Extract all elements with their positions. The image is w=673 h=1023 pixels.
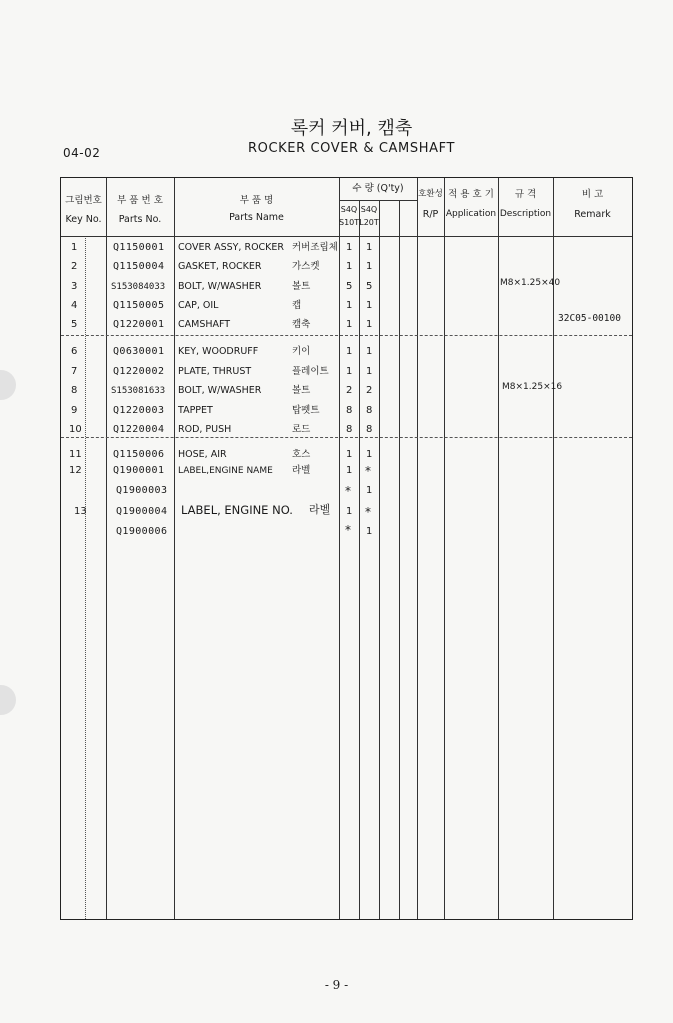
qty-s10t: 1 <box>346 346 353 357</box>
part-name-ko: 가스켓 <box>292 261 320 272</box>
header-remark-en: Remark <box>574 209 611 220</box>
key-no: 9 <box>71 405 78 416</box>
part-name-ko: 볼트 <box>292 385 311 396</box>
header-desc-en: Description <box>499 209 552 219</box>
header-name-ko: 부 품 명 <box>239 195 274 206</box>
group-separator <box>61 437 632 438</box>
part-name: COVER ASSY, ROCKER <box>178 242 285 253</box>
col-divider <box>399 200 400 919</box>
qty-l20t: 1 <box>366 242 373 253</box>
col-divider <box>174 178 175 919</box>
part-no: Q1150006 <box>113 449 165 460</box>
qty-l20t: 8 <box>366 424 373 435</box>
key-no: 4 <box>71 300 78 311</box>
qty-l20t: 1 <box>366 526 373 537</box>
page-title-korean: 록커 커버, 캠축 <box>290 118 413 139</box>
part-name: CAMSHAFT <box>178 319 231 330</box>
part-name-ko: 탑펫트 <box>292 405 320 416</box>
col-divider <box>379 200 380 919</box>
qty-l20t: 5 <box>366 281 373 292</box>
header-qty: 수 량 (Q'ty) <box>352 183 404 194</box>
header-key-ko: 그림번호 <box>65 195 102 206</box>
qty-s10t: * <box>345 523 351 537</box>
part-no: Q1220002 <box>113 366 165 377</box>
qty-l20t: 1 <box>366 261 373 272</box>
col-divider <box>498 178 499 919</box>
header-remark-ko: 비 고 <box>581 189 604 200</box>
part-no: Q1220004 <box>113 424 165 435</box>
part-no: Q1150001 <box>113 242 165 253</box>
part-no: Q1150005 <box>113 300 165 311</box>
page-number: - 9 - <box>324 978 349 992</box>
key-no: 3 <box>71 281 78 292</box>
part-no: Q1150004 <box>113 261 165 272</box>
part-name-ko: 볼트 <box>292 281 311 292</box>
qty-s10t: 1 <box>346 506 353 517</box>
header-parts-en: Parts No. <box>118 214 162 225</box>
group-separator <box>61 335 632 336</box>
col-divider <box>417 178 418 919</box>
header-app-en: Application <box>445 209 497 219</box>
part-no: Q1220001 <box>113 319 165 330</box>
qty-s10t: 1 <box>346 300 353 311</box>
header-app-ko: 적 용 호 기 <box>448 189 494 200</box>
key-no: 13 <box>74 506 87 517</box>
qty-l20t: 1 <box>366 300 373 311</box>
key-dotted-guide <box>85 236 86 919</box>
qty-s10t: 1 <box>346 242 353 253</box>
col-divider <box>106 178 107 919</box>
part-name-ko: 캡 <box>292 300 302 311</box>
qty-l20t: * <box>365 464 371 478</box>
part-name: PLATE, THRUST <box>178 366 252 377</box>
qty-l20t: 8 <box>366 405 373 416</box>
part-name: CAP, OIL <box>178 300 219 311</box>
part-no: Q1900001 <box>113 465 165 476</box>
part-name-ko: 커버조립체 <box>292 242 338 253</box>
header-rp-en: R/P <box>422 209 439 220</box>
header-s4q-b: S4Q <box>360 205 378 214</box>
part-name-ko: 캠축 <box>292 319 311 330</box>
header-s4q-a: S4Q <box>340 205 358 214</box>
header-l20t: L20T <box>359 218 379 227</box>
qty-s10t: 2 <box>346 385 353 396</box>
key-no: 5 <box>71 319 78 330</box>
header-rp-ko: 호환성 <box>418 189 443 199</box>
part-name-ko: 플레이트 <box>292 366 329 377</box>
part-no: Q1900006 <box>116 526 168 537</box>
qty-l20t: 1 <box>366 319 373 330</box>
qty-s10t: 8 <box>346 424 353 435</box>
part-name: GASKET, ROCKER <box>178 261 262 272</box>
key-no: 7 <box>71 366 78 377</box>
part-name-ko: 라벨 <box>292 465 311 476</box>
punch-hole-top <box>0 370 16 400</box>
part-name: HOSE, AIR <box>178 449 227 460</box>
part-name-ko: 호스 <box>292 449 311 460</box>
qty-s10t: 1 <box>346 261 353 272</box>
key-no: 1 <box>71 242 78 253</box>
page-title: ROCKER COVER & CAMSHAFT <box>248 141 455 156</box>
punch-hole-bottom <box>0 685 16 715</box>
part-name: BOLT, W/WASHER <box>178 385 262 396</box>
qty-s10t: * <box>345 484 351 498</box>
part-name: LABEL, ENGINE NO. <box>181 503 293 517</box>
qty-s10t: 1 <box>346 319 353 330</box>
sheet-code: 04-02 <box>63 146 101 160</box>
col-divider <box>359 200 360 919</box>
header-desc-ko: 규 격 <box>514 189 537 200</box>
description: M8×1.25×40 <box>500 278 561 288</box>
part-no: S153081633 <box>111 386 166 396</box>
part-name: BOLT, W/WASHER <box>178 281 262 292</box>
qty-s10t: 1 <box>346 366 353 377</box>
col-divider <box>339 178 340 919</box>
remark: 32C05-00100 <box>558 313 621 324</box>
part-no: Q1900003 <box>116 485 168 496</box>
col-divider <box>444 178 445 919</box>
parts-table <box>60 177 633 920</box>
qty-l20t: 1 <box>366 366 373 377</box>
qty-l20t: * <box>365 505 371 519</box>
qty-s10t: 1 <box>346 465 353 476</box>
description: M8×1.25×16 <box>502 382 563 392</box>
part-name: LABEL,ENGINE NAME <box>178 466 273 476</box>
qty-l20t: 2 <box>366 385 373 396</box>
part-name: KEY, WOODRUFF <box>178 346 259 357</box>
key-no: 2 <box>71 261 78 272</box>
part-name: ROD, PUSH <box>178 424 232 435</box>
qty-l20t: 1 <box>366 449 373 460</box>
header-name-en: Parts Name <box>229 212 284 223</box>
qty-s10t: 5 <box>346 281 353 292</box>
part-no: S153084033 <box>111 282 166 292</box>
key-no: 12 <box>69 465 82 476</box>
header-key-en: Key No. <box>65 214 102 225</box>
qty-s10t: 8 <box>346 405 353 416</box>
key-no: 6 <box>71 346 78 357</box>
qty-l20t: 1 <box>366 346 373 357</box>
part-name-ko: 키이 <box>292 346 311 357</box>
header-parts-ko: 부 품 번 호 <box>117 195 163 206</box>
qty-s10t: 1 <box>346 449 353 460</box>
part-no: Q0630001 <box>113 346 165 357</box>
qty-header-rule <box>339 200 417 201</box>
part-no: Q1220003 <box>113 405 165 416</box>
key-no: 10 <box>69 424 82 435</box>
header-s10t: S10T <box>339 218 360 227</box>
part-name: TAPPET <box>178 405 213 416</box>
key-no: 11 <box>69 449 82 460</box>
qty-l20t: 1 <box>366 485 373 496</box>
header-rule <box>61 236 632 237</box>
part-no: Q1900004 <box>116 506 168 517</box>
part-name-ko: 라벨 <box>309 503 331 516</box>
part-name-ko: 로드 <box>292 424 311 435</box>
key-no: 8 <box>71 385 78 396</box>
